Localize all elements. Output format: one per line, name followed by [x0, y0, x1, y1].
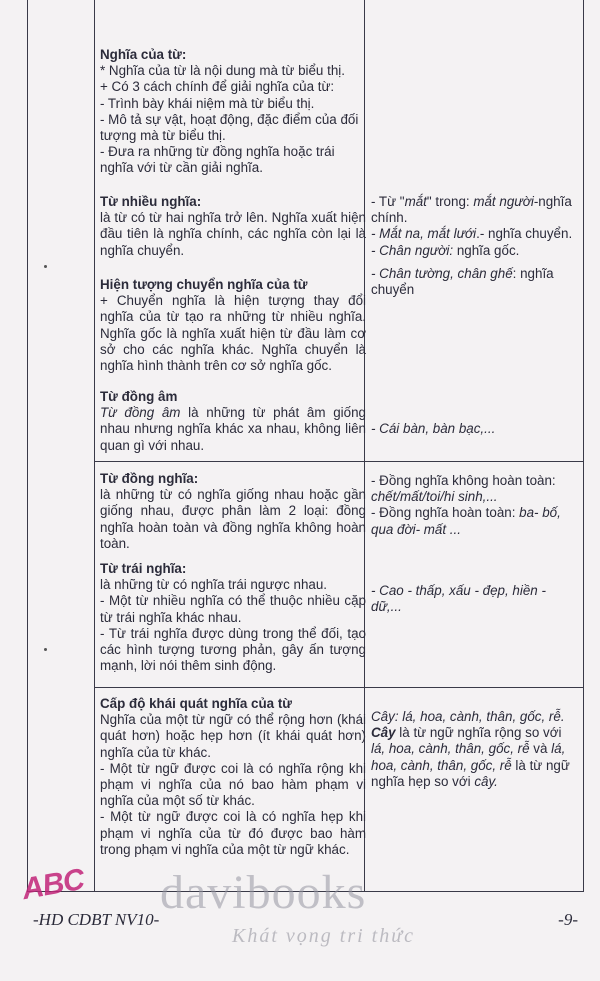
text: -nghĩa chính. [371, 194, 572, 226]
heading: Từ đồng âm [100, 389, 178, 404]
text: - Từ " [371, 194, 405, 209]
example: - Chân người: [371, 242, 454, 258]
paragraph: là từ có từ hai nghĩa trở lên. Nghĩa xuất hiện đầu tiên là nghĩa chính, các nghĩa còn lại là nghĩa chuyển. [100, 210, 366, 258]
line: - Một từ ngữ được coi là có nghĩa rộng khi phạm vi nghĩa của nó bao hàm phạm vi nghĩa của một số từ khác. [100, 760, 366, 809]
example: - Chân tường, chân ghế [371, 265, 513, 281]
line: - Trình bày khái niệm mà từ biểu thị. [100, 95, 315, 111]
term: Từ đồng âm [100, 405, 181, 421]
margin-dot [44, 648, 47, 651]
example: lá, hoa, cành, thân, gốc, rễ [371, 741, 530, 757]
line: Nghĩa của một từ ngữ có thể rộng hơn (khái quát hơn) hoặc hẹp hơn (ít khái quát hơn) nghĩa của từ khác. [100, 712, 366, 760]
footer-book-code: -HD CDBT NV10- [33, 910, 160, 929]
example-synonym [371, 473, 579, 538]
example-line [371, 505, 579, 537]
definition: là những từ phát âm giống nhau nhưng nghĩa khác xa nhau, không liên quan gì với nhau. [100, 405, 366, 453]
section-polysemy [100, 194, 366, 259]
example-line [371, 243, 579, 259]
line: - Mô tả sự vật, hoạt động, đặc điểm của đối tượng mà từ biểu thị. [100, 111, 359, 144]
keyword: Cây [371, 725, 396, 741]
page-number: -9- [558, 910, 578, 929]
example-antonym [371, 583, 579, 615]
section-homonym [100, 389, 366, 454]
heading: Từ đồng nghĩa: [100, 471, 199, 486]
example-polysemy [371, 194, 579, 298]
keyword: mắt [404, 194, 427, 209]
heading: Hiện tượng chuyển nghĩa của từ [100, 277, 308, 292]
heading: Cấp độ khái quát nghĩa của từ [100, 696, 292, 711]
row-divider [95, 461, 583, 462]
row-divider [95, 687, 583, 688]
example-line [371, 266, 579, 298]
text: - Đồng nghĩa hoàn toàn: [371, 505, 520, 521]
section-meaning-shift [100, 277, 366, 374]
line: - Một từ ngữ được coi là có nghĩa hẹp khi phạm vi nghĩa của từ đó được bao hàm trong phạm vi nghĩa của một từ ngữ khác. [100, 809, 366, 857]
paragraph: + Chuyển nghĩa là hiện tượng thay đổi nghĩa của từ tạo ra những từ nhiều nghĩa. Nghĩa gốc là nghĩa xuất hiện từ đầu làm cơ sở cho các nghĩa khác. Nghĩa chuyển là nghĩa hình thành trên cơ sở nghĩa gốc. [100, 293, 366, 374]
section-generality [100, 696, 366, 858]
heading: Từ trái nghĩa: [100, 561, 187, 576]
watermark-slogan: Khát vọng tri thức [232, 925, 416, 947]
example-homonym [371, 421, 579, 437]
heading: Nghĩa của từ: [100, 47, 187, 62]
line: + Có 3 cách chính để giải nghĩa của từ: [100, 79, 335, 95]
text: : nghĩa chuyển [371, 265, 554, 298]
line: - Đưa ra những từ đồng nghĩa hoặc trái nghĩa với từ cần giải nghĩa. [100, 144, 335, 176]
line: - Một từ nhiều nghĩa có thể thuộc nhiều cặp từ trái nghĩa khác nhau. [100, 593, 366, 625]
text: " trong: [426, 194, 474, 209]
text: nghĩa gốc. [453, 242, 520, 258]
example: cây. [474, 773, 498, 789]
text: và [529, 741, 552, 757]
example-line [371, 194, 579, 226]
line: là những từ có nghĩa trái ngược nhau. [100, 577, 328, 593]
line: - Từ trái nghĩa được dùng trong thể đối, tạo các hình tượng tương phản, gây ấn tượng mạnh, lời nói thêm sinh động. [100, 625, 366, 674]
example: ba- bố, qua đời- mất ... [371, 505, 561, 537]
example: chết/mất/toi/hi sinh,... [371, 489, 498, 505]
heading: Từ nhiều nghĩa: [100, 194, 202, 209]
example-line [371, 473, 579, 505]
example-generality [371, 709, 579, 790]
example: mắt người [473, 194, 534, 209]
section-antonym [100, 561, 366, 674]
example-line: - Cao - thấp, xấu - đẹp, hiền - dữ,... [371, 583, 546, 615]
watermark-brand: davibooks [160, 866, 367, 919]
example-line [371, 725, 579, 790]
paragraph [100, 405, 366, 454]
example-line: Cây: lá, hoa, cành, thân, gốc, rễ. [371, 709, 565, 724]
section-synonym [100, 471, 366, 552]
column-divider-1 [94, 0, 95, 891]
margin-dot [44, 265, 47, 268]
example: lá, hoa, cành, thân, gốc, rễ [371, 741, 566, 773]
text: - Đồng nghĩa không hoàn toàn: [371, 473, 556, 488]
publisher-logo: ABC [19, 862, 87, 907]
line: * Nghĩa của từ là nội dung mà từ biểu thị. [100, 63, 345, 79]
example: - Mắt na, mắt lưới [371, 226, 477, 242]
paragraph: là những từ có nghĩa giống nhau hoặc gần giống nhau, được phân làm 2 loại: đồng nghĩa hoàn toàn và đồng nghĩa không hoàn toàn. [100, 487, 366, 551]
example-line [371, 226, 579, 242]
text: là từ ngữ nghĩa rộng so với [395, 725, 562, 741]
section-word-meaning [100, 47, 366, 177]
example-line: - Cái bàn, bàn bạc,... [371, 421, 496, 436]
text: là từ ngữ nghĩa hẹp so với [371, 757, 570, 789]
table-frame [27, 0, 584, 892]
text: .- nghĩa chuyển. [476, 226, 573, 242]
